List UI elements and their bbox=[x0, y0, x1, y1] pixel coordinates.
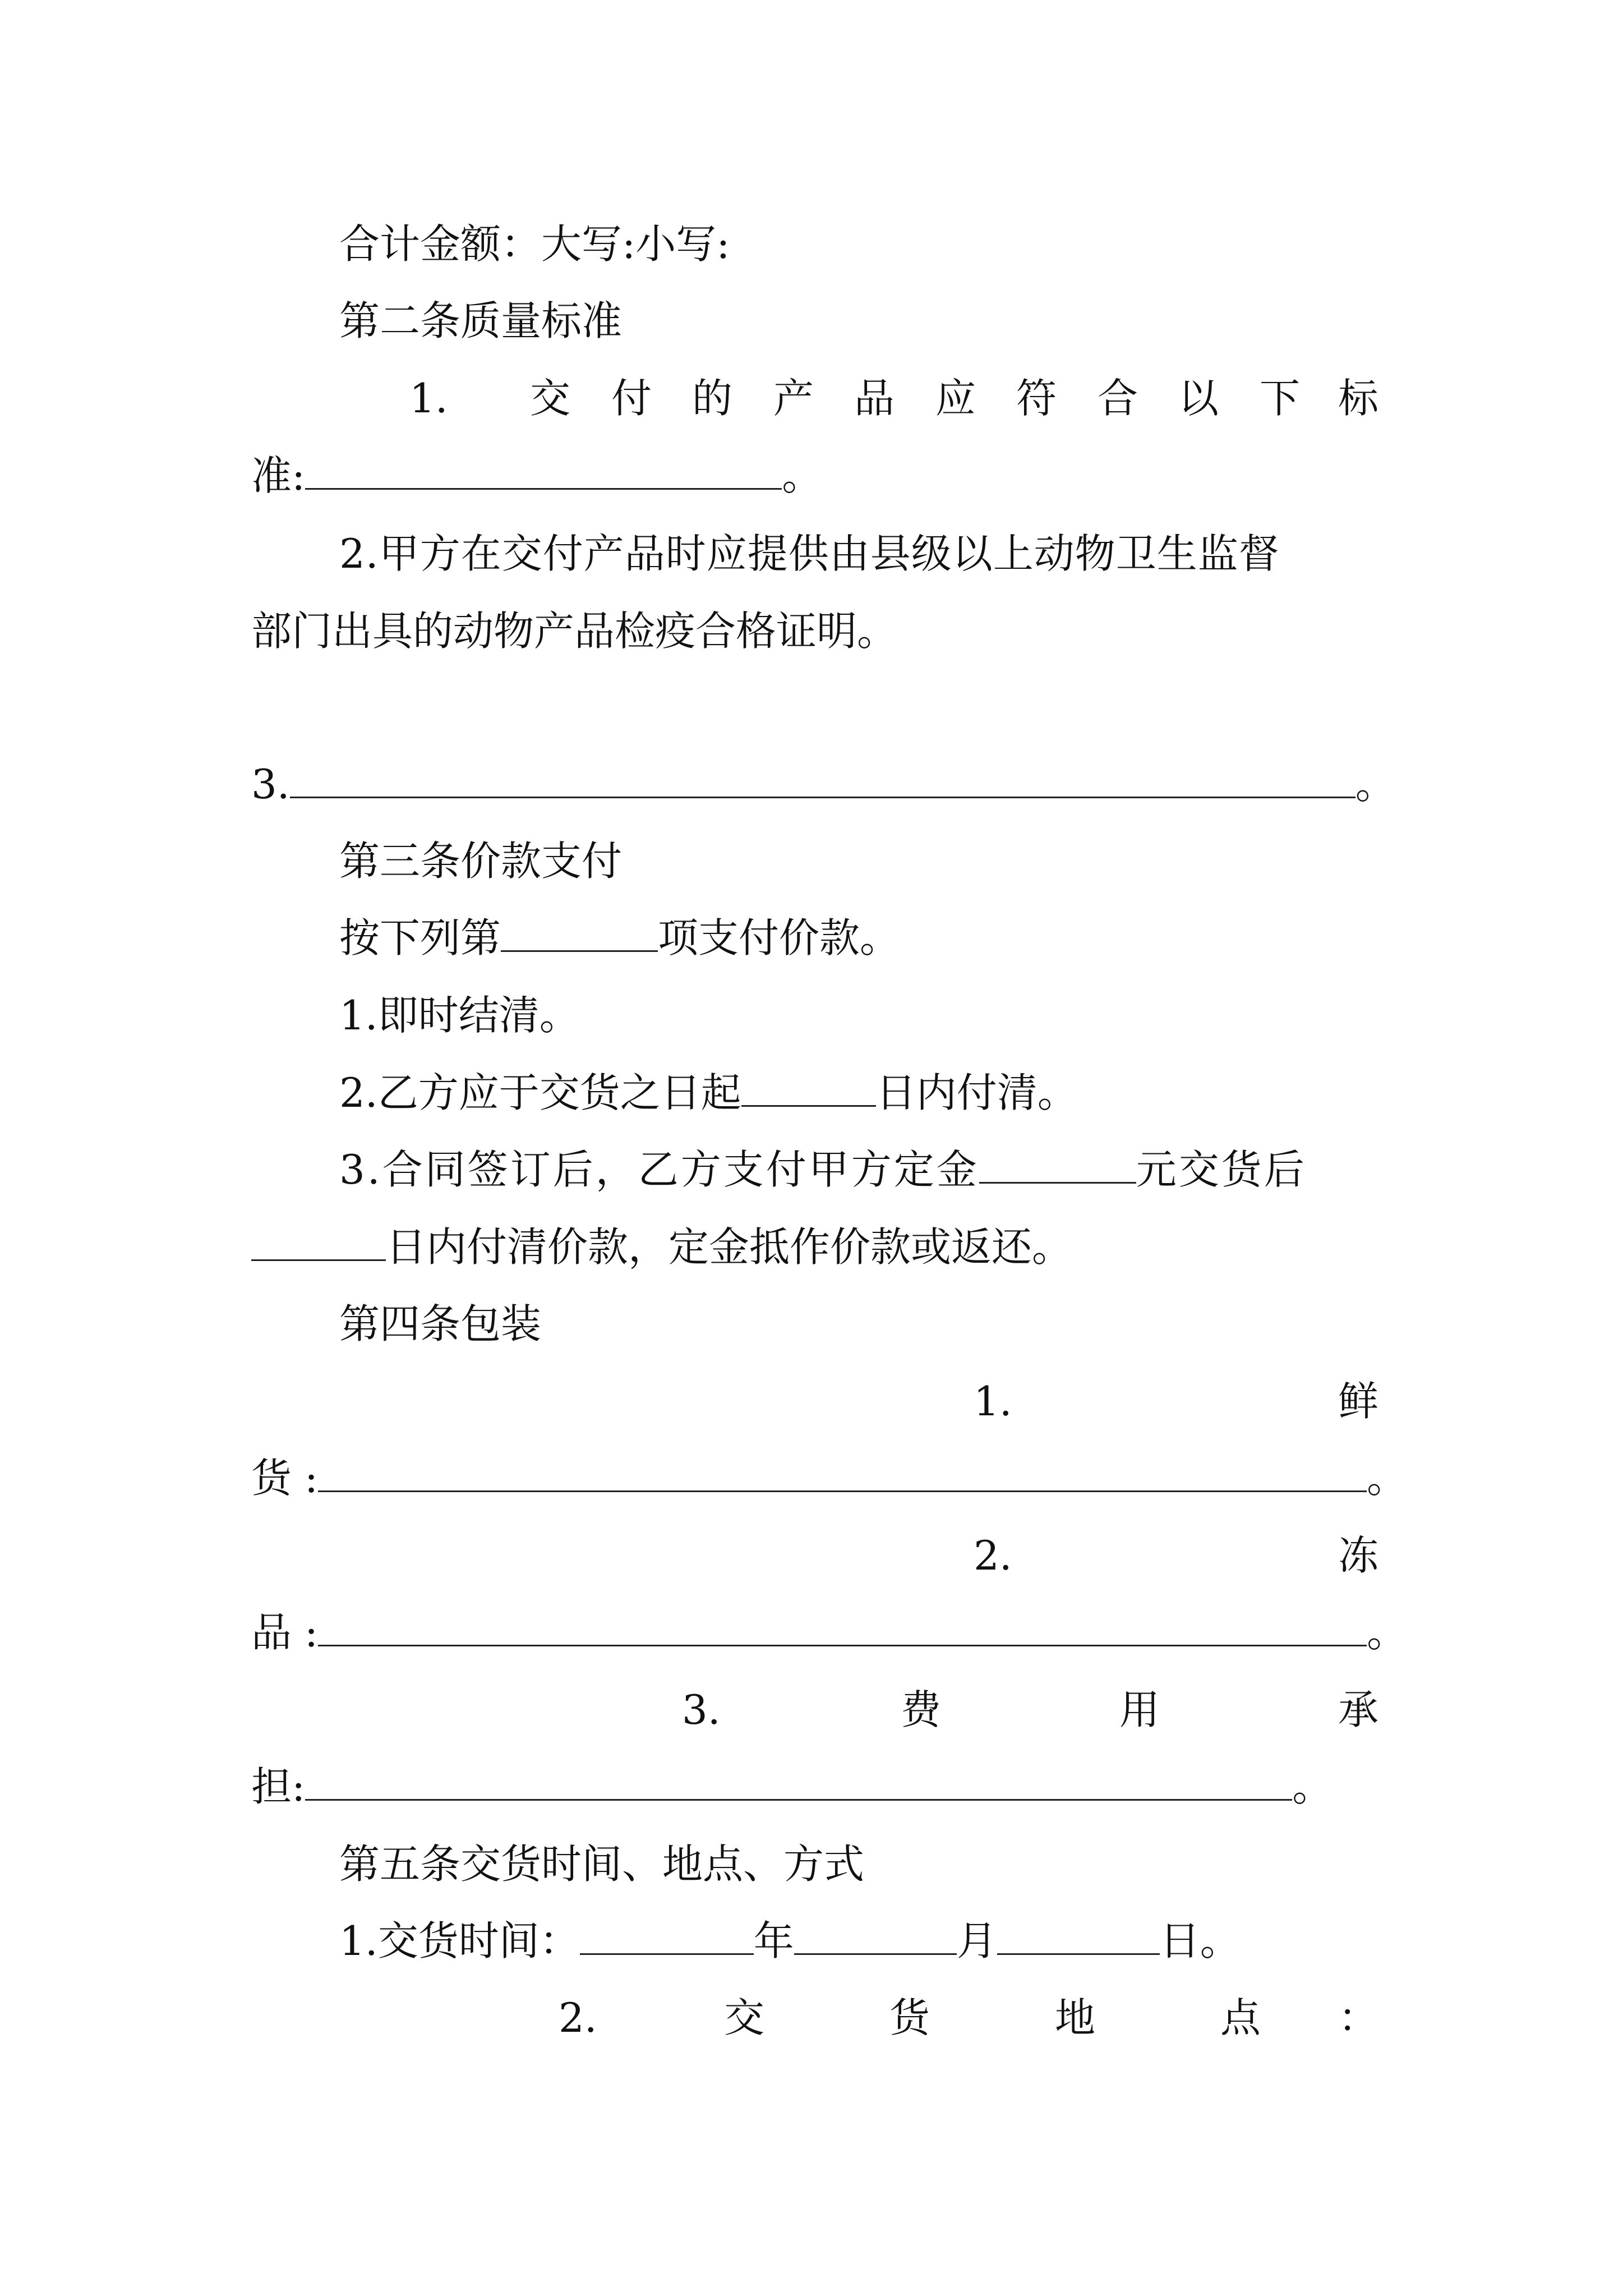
spread-char: 点 bbox=[1220, 1994, 1261, 2041]
text: 年 bbox=[753, 1917, 794, 1964]
article-4-item-2-line-a bbox=[251, 1530, 1378, 1581]
article-2-item-3-line bbox=[251, 759, 1396, 809]
spread-char: 符 bbox=[1016, 375, 1057, 422]
spread-char: 以 bbox=[1178, 375, 1219, 422]
article-2-item-1-line-b bbox=[251, 450, 822, 501]
spread-char: 地 bbox=[1055, 1994, 1096, 2041]
article-4-title: 第四条包装 bbox=[339, 1300, 542, 1347]
spread-char: 鲜 bbox=[1338, 1378, 1379, 1425]
blank-fresh bbox=[318, 1456, 1367, 1492]
art5-2-number: 2. bbox=[559, 1994, 597, 2041]
blank-days-2 bbox=[251, 1225, 386, 1261]
spread-char: 费 bbox=[901, 1686, 942, 1733]
art4-3-number: 3. bbox=[682, 1686, 721, 1733]
total-amount-line: 合计金额：大写:小写: bbox=[339, 220, 730, 268]
spread-char: 应 bbox=[935, 375, 976, 422]
article-4-item-3-line-b bbox=[251, 1761, 1332, 1812]
blank-cost bbox=[305, 1764, 1292, 1801]
article-5-title: 第五条交货时间、地点、方式 bbox=[339, 1841, 865, 1888]
article-4-item-2-line-b bbox=[251, 1607, 1407, 1658]
spread-char: 交 bbox=[530, 375, 571, 422]
text: 日内付清价款，定金抵作价款或返还。 bbox=[386, 1223, 1073, 1271]
blank-standard bbox=[305, 453, 782, 490]
article-3-item-3-line-a bbox=[339, 1144, 1307, 1195]
period: 。 bbox=[1292, 1763, 1333, 1810]
spread-char: 冻 bbox=[1338, 1532, 1379, 1579]
blank-month bbox=[794, 1918, 957, 1955]
spread-char: 标 bbox=[1338, 375, 1379, 422]
article-4-item-1-line-a bbox=[251, 1376, 1378, 1427]
text: 2.乙方应于交货之日起 bbox=[339, 1069, 741, 1116]
blank-year bbox=[580, 1918, 754, 1955]
spread-char: 下 bbox=[1260, 375, 1301, 422]
spread-char: 合 bbox=[1098, 375, 1138, 422]
article-3-intro bbox=[339, 913, 900, 963]
article-5-item-2-line-a bbox=[251, 1993, 1378, 2043]
article-3-item-1: 1.即时结清。 bbox=[339, 992, 580, 1039]
blank-day bbox=[997, 1918, 1160, 1955]
text: 担: bbox=[251, 1763, 306, 1810]
period: 。 bbox=[1367, 1455, 1408, 1502]
spread-char: 货 bbox=[889, 1994, 930, 2041]
text: 1.交货时间： bbox=[339, 1917, 580, 1964]
article-2-title: 第二条质量标准 bbox=[339, 297, 623, 344]
article-3-item-2 bbox=[339, 1068, 1078, 1118]
spread-char: 承 bbox=[1338, 1686, 1379, 1733]
spread-char: 品 bbox=[854, 375, 895, 422]
text: 月 bbox=[956, 1917, 997, 1964]
article-5-item-1 bbox=[339, 1916, 1241, 1966]
art2-1-number: 1. bbox=[409, 375, 448, 422]
spread-char: 的 bbox=[692, 375, 733, 422]
article-4-item-1-line-b bbox=[251, 1453, 1407, 1503]
article-2-item-1-line-a bbox=[251, 373, 1378, 424]
article-2-item-2-line-a: 2.甲方在交付产品时应提供由县级以上动物卫生监督 bbox=[339, 530, 1280, 577]
text: 3.合同签订后，乙方支付甲方定金 bbox=[339, 1146, 979, 1193]
text: 元交货后 bbox=[1136, 1146, 1307, 1193]
text: 货 : bbox=[251, 1455, 319, 1502]
art4-2-number: 2. bbox=[974, 1532, 1012, 1579]
art2-1-cont: 准: bbox=[251, 452, 306, 499]
text: 日。 bbox=[1159, 1917, 1241, 1964]
spread-char: 产 bbox=[773, 375, 814, 422]
spread-char: 用 bbox=[1119, 1686, 1160, 1733]
article-2-item-2-line-b: 部门出具的动物产品检疫合格证明。 bbox=[251, 608, 898, 655]
period: 。 bbox=[1355, 761, 1396, 808]
text: 项支付价款。 bbox=[658, 914, 901, 961]
text: 日内付清。 bbox=[875, 1069, 1078, 1116]
spread-char: ： bbox=[1338, 1994, 1379, 2041]
article-3-item-3-line-b bbox=[251, 1222, 1072, 1272]
spread-char: 付 bbox=[611, 375, 652, 422]
article-4-item-3-line-a bbox=[251, 1685, 1378, 1735]
blank-days bbox=[741, 1070, 876, 1107]
text: 按下列第 bbox=[339, 914, 501, 961]
text: 品 : bbox=[251, 1609, 319, 1656]
art2-3-number: 3. bbox=[251, 761, 290, 808]
blank-deposit bbox=[979, 1147, 1136, 1184]
period: 。 bbox=[1367, 1609, 1408, 1656]
article-3-title: 第三条价款支付 bbox=[339, 838, 623, 885]
blank-item-3 bbox=[290, 762, 1355, 798]
period: 。 bbox=[782, 452, 823, 499]
blank-frozen bbox=[318, 1610, 1367, 1646]
blank-option bbox=[501, 915, 658, 952]
art4-1-number: 1. bbox=[974, 1378, 1012, 1425]
spread-char: 交 bbox=[724, 1994, 765, 2041]
